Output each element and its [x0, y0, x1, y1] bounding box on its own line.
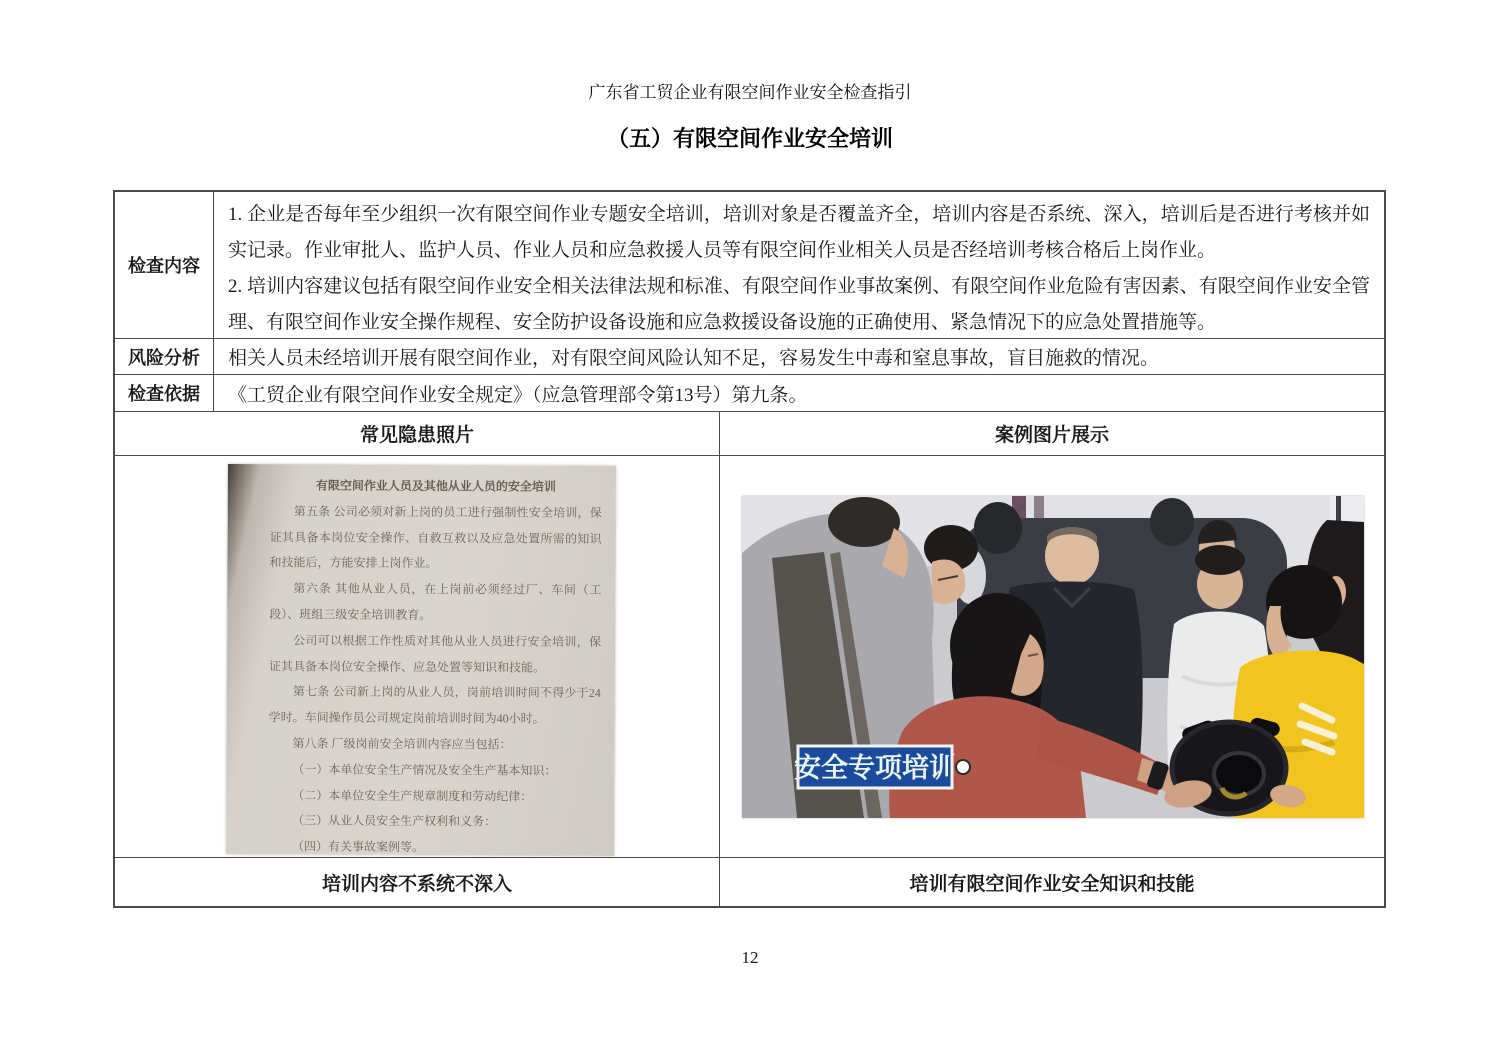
document-header: 广东省工贸企业有限空间作业安全检查指引 — [588, 83, 912, 102]
row-label-inspection: 检查内容 — [115, 192, 214, 338]
table-row-inspection-basis — [115, 375, 1384, 412]
doc-line: （一）本单位安全生产情况及安全生产基本知识： — [292, 762, 557, 778]
case-photo-training-scene — [742, 496, 1364, 818]
inspection-table — [113, 190, 1386, 908]
doc-line: 第五条 公司必须对新上岗的员工进行强制性安全培训，保证其具备本岗位安全操作、自救互救以及应急处置所需的知识和技能后，方能安排上岗作业。 — [269, 504, 602, 571]
table-row-inspection-content — [115, 192, 1384, 339]
hazard-photo-header-cell — [115, 412, 720, 455]
scanned-doc-title: 有限空间作业人员及其他从业人员的安全培训 — [315, 478, 556, 494]
photo-header-row — [115, 412, 1384, 456]
case-photo-header-cell — [720, 412, 1384, 455]
page-number: 12 — [741, 948, 759, 967]
hazard-photo-cell — [115, 456, 720, 857]
hazard-photo-caption: 培训内容不系统不深入 — [321, 873, 512, 895]
row-label-risk: 风险分析 — [115, 339, 214, 374]
inspection-item-1: 1. 企业是否每年至少组织一次有限空间作业专题安全培训，培训对象是否覆盖齐全，培训内容是否系统、深入，培训后是否进行考核并如实记录。作业审批人、监护人员、作业人员和应急救援人员等有限空间作业相关人员是否经培训考核合格后上岗作业。 — [228, 204, 1370, 261]
scanned-document-text — [268, 473, 602, 855]
overlay-label-text: 安全专项培训 — [794, 753, 956, 783]
case-photo-header: 案例图片展示 — [994, 425, 1109, 446]
table-row-risk-analysis — [115, 339, 1384, 375]
hazard-caption-cell — [115, 858, 720, 906]
doc-line: （四）有关事故案例等。 — [291, 839, 425, 855]
photo-row — [115, 456, 1384, 858]
section-title: （五）有限空间作业安全培训 — [606, 126, 893, 151]
risk-text: 相关人员未经培训开展有限空间作业，对有限空间风险认知不足，容易发生中毒和窒息事故，盲目施救的情况。 — [228, 348, 1160, 369]
photo-overlay-label — [794, 746, 970, 788]
row-label-basis: 检查依据 — [115, 375, 214, 411]
inspection-content-cell — [214, 192, 1384, 338]
doc-line: 第六条 其他从业人员，在上岗前必须经过厂、车间（工段）、班组三级安全培训教育。 — [269, 581, 602, 623]
doc-line: 第八条 厂级岗前安全培训内容应当包括： — [292, 736, 512, 752]
hazard-photo-header: 常见隐患照片 — [359, 425, 474, 446]
case-photo-cell — [720, 456, 1384, 857]
case-photo-caption: 培训有限空间作业安全知识和技能 — [909, 873, 1195, 895]
inspection-item-2: 2. 培训内容建议包括有限空间作业安全相关法律法规和标准、有限空间作业事故案例、有限空间作业危险有害因素、有限空间作业安全管理、有限空间作业安全操作规程、安全防护设备设施和应急救援设备设施的正确使用、紧急情况下的应急处置措施等。 — [228, 276, 1370, 333]
basis-text: 《工贸企业有限空间作业安全规定》（应急管理部令第13号）第九条。 — [228, 384, 808, 406]
caption-row — [115, 858, 1384, 906]
doc-line: 公司可以根据工作性质对其他从业人员进行安全培训，保证其具备本岗位安全操作、应急处置等知识和技能。 — [268, 633, 602, 675]
case-caption-cell — [720, 858, 1384, 906]
doc-line: （二）本单位安全生产规章制度和劳动纪律： — [292, 787, 533, 804]
doc-line: 第七条 公司新上岗的从业人员，岗前培训时间不得少于24学时。车间操作员公司规定岗前培训时间为40小时。 — [268, 684, 601, 726]
doc-line: （三）从业人员安全生产权利和义务： — [292, 813, 497, 829]
hazard-photo-document-scan — [226, 464, 616, 856]
